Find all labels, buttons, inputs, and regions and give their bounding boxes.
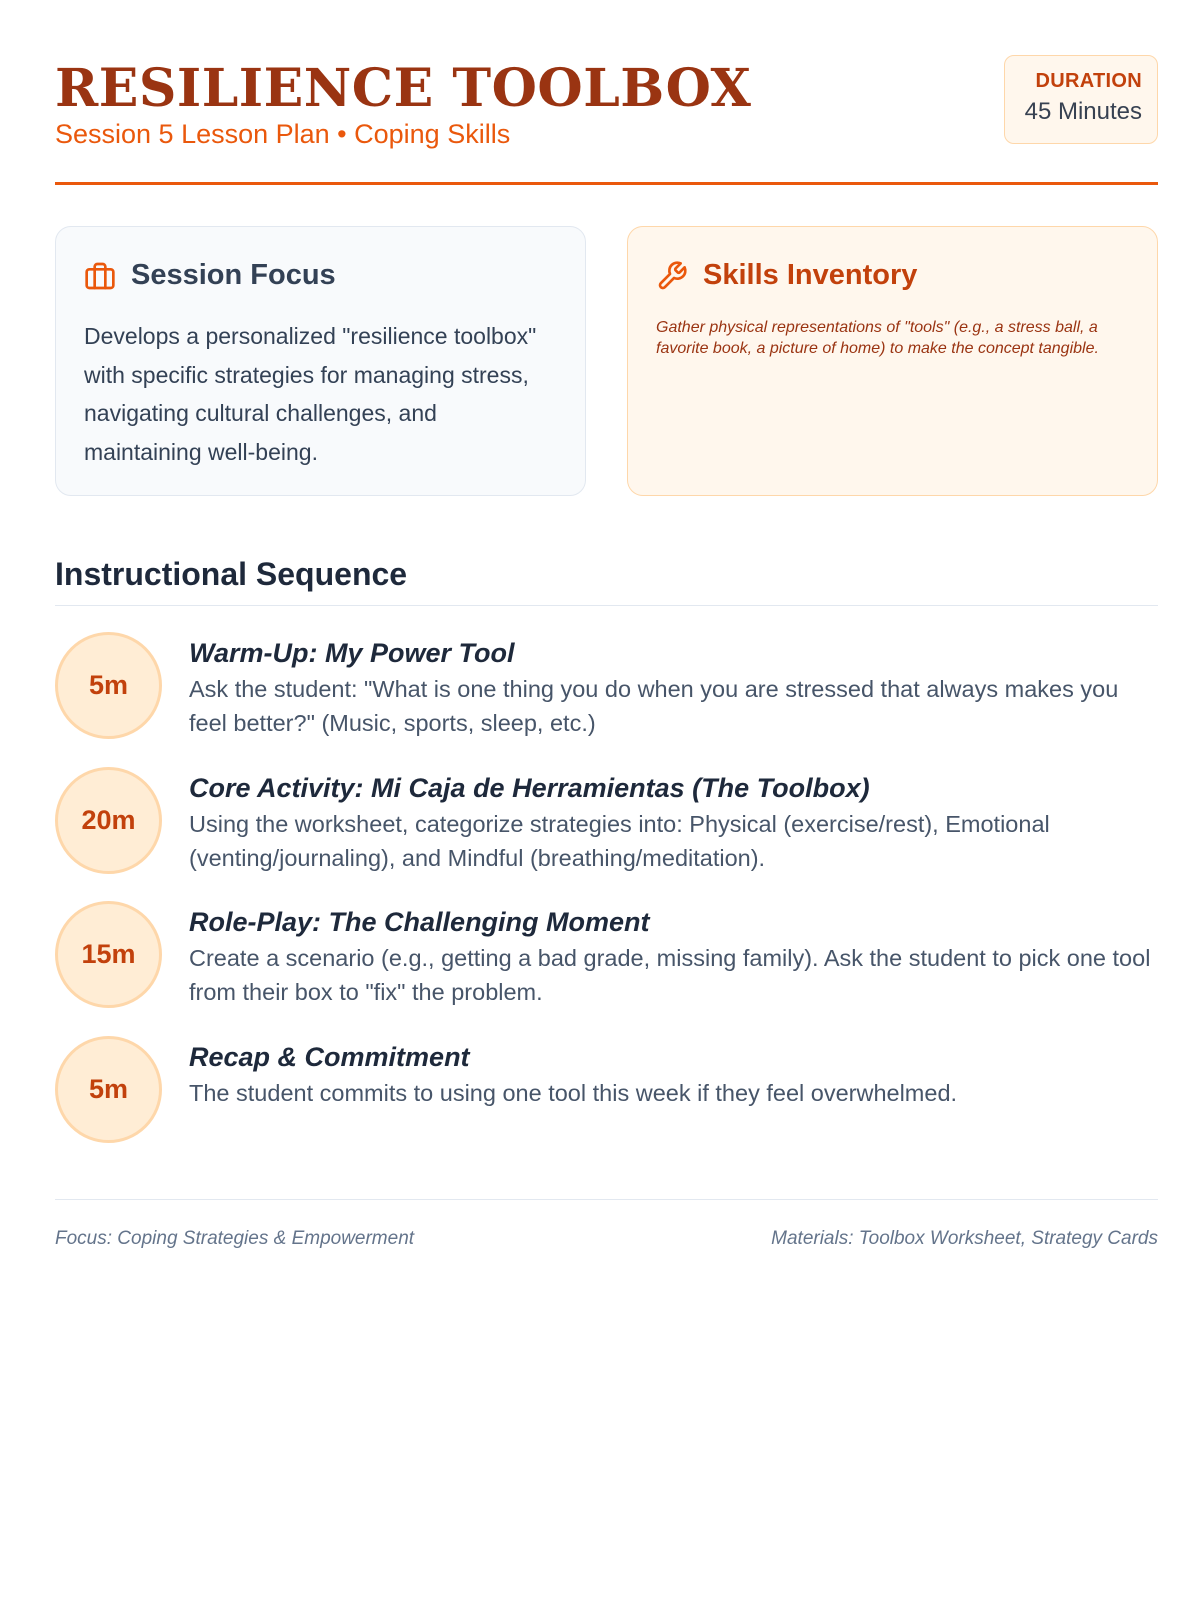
section-title: Instructional Sequence [55, 556, 408, 592]
step-content [189, 905, 1158, 1009]
step-item [55, 901, 1158, 1036]
instructional-steps [55, 632, 1158, 1170]
session-focus-card [55, 226, 586, 496]
step-item [55, 767, 1158, 902]
footer-divider [55, 1199, 1158, 1200]
step-description: Create a scenario (e.g., getting a bad grade, missing family). Ask the student to pick one tool from their box to "fix" the problem. [189, 945, 1151, 1005]
session-focus-title: Session Focus [131, 259, 336, 291]
duration-box [1004, 55, 1158, 144]
session-focus-text: Develops a personalized "resilience toolbox" with specific strategies for managing stress, navigating cultural challenges, and maintaining well-being. [84, 323, 537, 465]
page-subtitle: Session 5 Lesson Plan • Coping Skills [55, 119, 511, 149]
step-description: Ask the student: "What is one thing you do when you are stressed that always makes you feel better?" (Music, sports, sleep, etc.) [189, 676, 1119, 736]
duration-value: 45 Minutes [1024, 98, 1142, 125]
skills-inventory-header [656, 259, 917, 292]
time-badge: 20m [55, 767, 162, 874]
skills-inventory-card [627, 226, 1158, 496]
step-content [189, 636, 1158, 740]
skills-inventory-text: Gather physical representations of "tools" (e.g., a stress ball, a favorite book, a picture of home) to make the concept tangible. [656, 319, 1099, 357]
step-title: Warm-Up: My Power Tool [189, 638, 515, 668]
info-cards [55, 226, 1158, 496]
section-divider [55, 605, 1158, 606]
footer-focus: Focus: Coping Strategies & Empowerment [55, 1228, 415, 1249]
duration-label: DURATION [1035, 70, 1142, 92]
page-title: RESILIENCE TOOLBOX [55, 58, 752, 119]
header [55, 0, 1158, 185]
step-title: Recap & Commitment [189, 1041, 470, 1072]
time-badge: 5m [55, 632, 162, 739]
footer-materials: Materials: Toolbox Worksheet, Strategy Cards [771, 1228, 1158, 1249]
session-focus-header [84, 259, 336, 292]
step-item [55, 1036, 1158, 1171]
step-item [55, 632, 1158, 767]
time-badge: 5m [55, 1036, 162, 1143]
step-title: Core Activity: Mi Caja de Herramientas (The Toolbox) [189, 772, 870, 803]
skills-inventory-title: Skills Inventory [703, 259, 918, 291]
step-description: The student commits to using one tool this week if they feel overwhelmed. [189, 1079, 958, 1106]
step-content [189, 771, 1158, 875]
step-content [189, 1040, 1158, 1110]
time-badge: 15m [55, 901, 162, 1008]
step-description: Using the worksheet, categorize strategies into: Physical (exercise/rest), Emotional (venting/journaling), and Mindful (breathing/meditation). [189, 810, 1050, 871]
step-title: Role-Play: The Challenging Moment [189, 907, 650, 937]
wrench-icon [656, 260, 688, 292]
briefcase-icon [84, 260, 116, 292]
lesson-plan-page [55, 0, 1158, 1249]
